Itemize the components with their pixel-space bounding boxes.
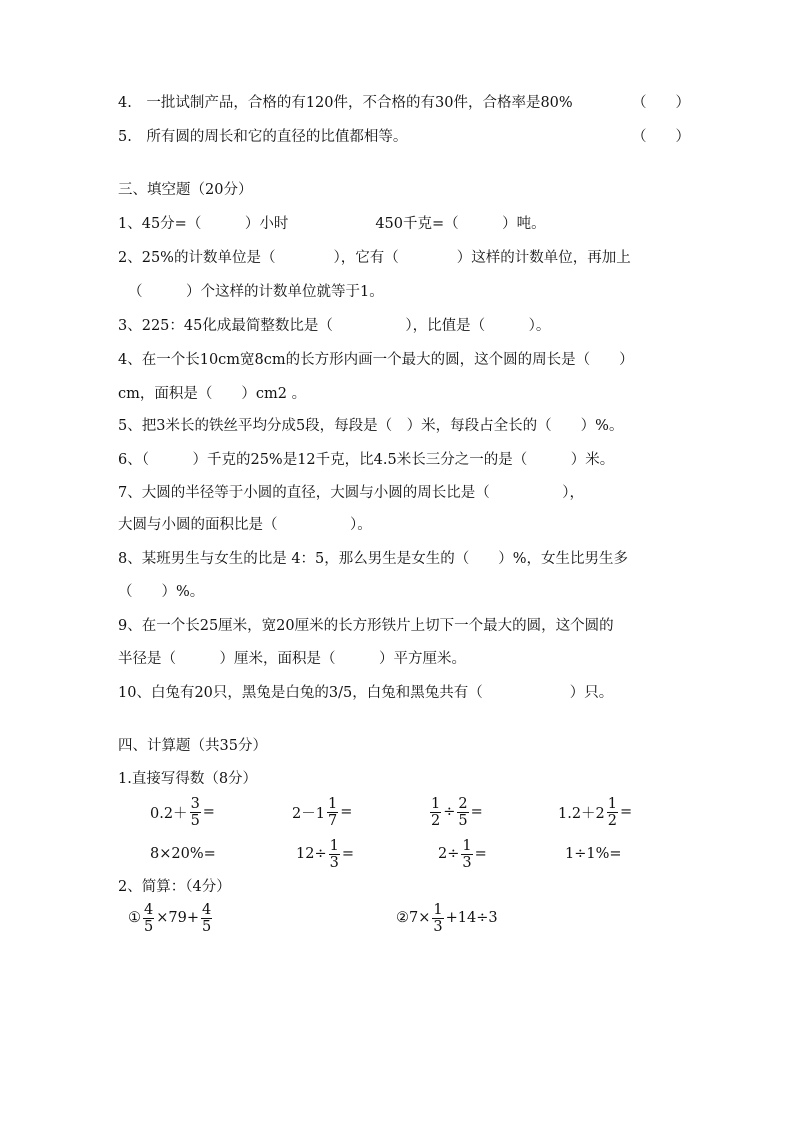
fill-line-7b: 大圆与小圆的面积比是（ ）。 xyxy=(118,517,372,533)
fraction: $\frac{4}{5}$ xyxy=(201,901,212,935)
calc-item-4: 1.2＋2 $\frac{1}{2}$ = xyxy=(558,795,633,829)
fraction: $\frac{1}{3}$ xyxy=(462,837,472,871)
fill-line-9: 9、在一个长25厘米，宽20厘米的长方形铁片上切下一个最大的圆，这个圆的 xyxy=(118,618,614,634)
calc-section-title: 四、计算题（共35分） xyxy=(118,738,267,754)
calc-item-6: 12÷ $\frac{1}{3}$ = xyxy=(296,837,354,871)
fraction: $\frac{3}{5}$ xyxy=(190,795,200,829)
judge-item-4: 4. 一批试制产品，合格的有120件，不合格的有30件，合格率是80% xyxy=(118,95,573,111)
simplify-item-2: ②7× $\frac{1}{3}$ +14÷3 xyxy=(396,901,498,935)
fill-line-4b: cm，面积是（ ）cm2 。 xyxy=(118,386,307,402)
fraction: $\frac{1}{2}$ xyxy=(431,795,441,829)
fill-line-2b: （ ）个这样的计数单位就等于1。 xyxy=(128,284,384,300)
fraction: $\frac{2}{5}$ xyxy=(458,795,468,829)
fraction: $\frac{1}{3}$ xyxy=(433,901,443,935)
fill-line-8: 8、某班男生与女生的比是 4：5，那么男生是女生的（ ）%，女生比男生多 xyxy=(118,551,629,567)
judge-answer-4[interactable]: （ ） xyxy=(632,95,690,111)
fill-section-title: 三、填空题（20分） xyxy=(118,182,253,198)
calc-sub1-title: 1.直接写得数（8分） xyxy=(118,771,258,787)
calc-item-1: 0.2＋ $\frac{3}{5}$ = xyxy=(150,795,215,829)
calc-item-2: 2－1 $\frac{1}{7}$ = xyxy=(292,795,353,829)
fill-line-6: 6、（ ）千克的25%是12千克，比4.5米长三分之一的是（ ）米。 xyxy=(118,452,615,468)
judge-item-5: 5. 所有圆的周长和它的直径的比值都相等。 xyxy=(118,129,408,145)
fill-line-9b: 半径是（ ）厘米，面积是（ ）平方厘米。 xyxy=(118,651,466,667)
fill-line-4: 4、在一个长10cm宽8cm的长方形内画一个最大的圆，这个圆的周长是（ ） xyxy=(118,352,634,368)
calc-item-5: 8×20%= xyxy=(150,846,216,862)
judge-answer-5[interactable]: （ ） xyxy=(632,129,690,145)
calc-item-8: 1÷1%= xyxy=(565,846,622,862)
calc-item-7: 2÷ $\frac{1}{3}$ = xyxy=(438,837,487,871)
calc-sub2-title: 2、简算：（4分） xyxy=(118,879,231,895)
fill-line-2: 2、25%的计数单位是（ ），它有（ ）这样的计数单位，再加上 xyxy=(118,250,631,266)
simplify-item-1: ① $\frac{4}{5}$ ×79+ $\frac{4}{5}$ xyxy=(128,901,212,935)
fill-line-5: 5、把3米长的铁丝平均分成5段，每段是（ ）米，每段占全长的（ ）%。 xyxy=(118,418,624,434)
fill-line-3: 3、225：45化成最简整数比是（ ），比值是（ ）。 xyxy=(118,318,551,334)
fraction: $\frac{1}{7}$ xyxy=(327,795,338,829)
fill-line-8b: （ ）%。 xyxy=(118,584,205,600)
fraction: $\frac{4}{5}$ xyxy=(144,901,154,935)
fill-line-10: 10、白兔有20只，黑兔是白兔的3/5，白兔和黑兔共有（ ）只。 xyxy=(118,685,614,701)
fraction: $\frac{1}{2}$ xyxy=(607,795,618,829)
fill-line-7: 7、大圆的半径等于小圆的直径，大圆与小圆的周长比是（ ）， xyxy=(118,485,584,501)
calc-item-3: $\frac{1}{2}$ ÷ $\frac{2}{5}$ = xyxy=(431,795,483,829)
fill-line-1: 1、45分=（ ）小时 450千克=（ ）吨。 xyxy=(118,216,546,232)
fraction: $\frac{1}{3}$ xyxy=(329,837,339,871)
